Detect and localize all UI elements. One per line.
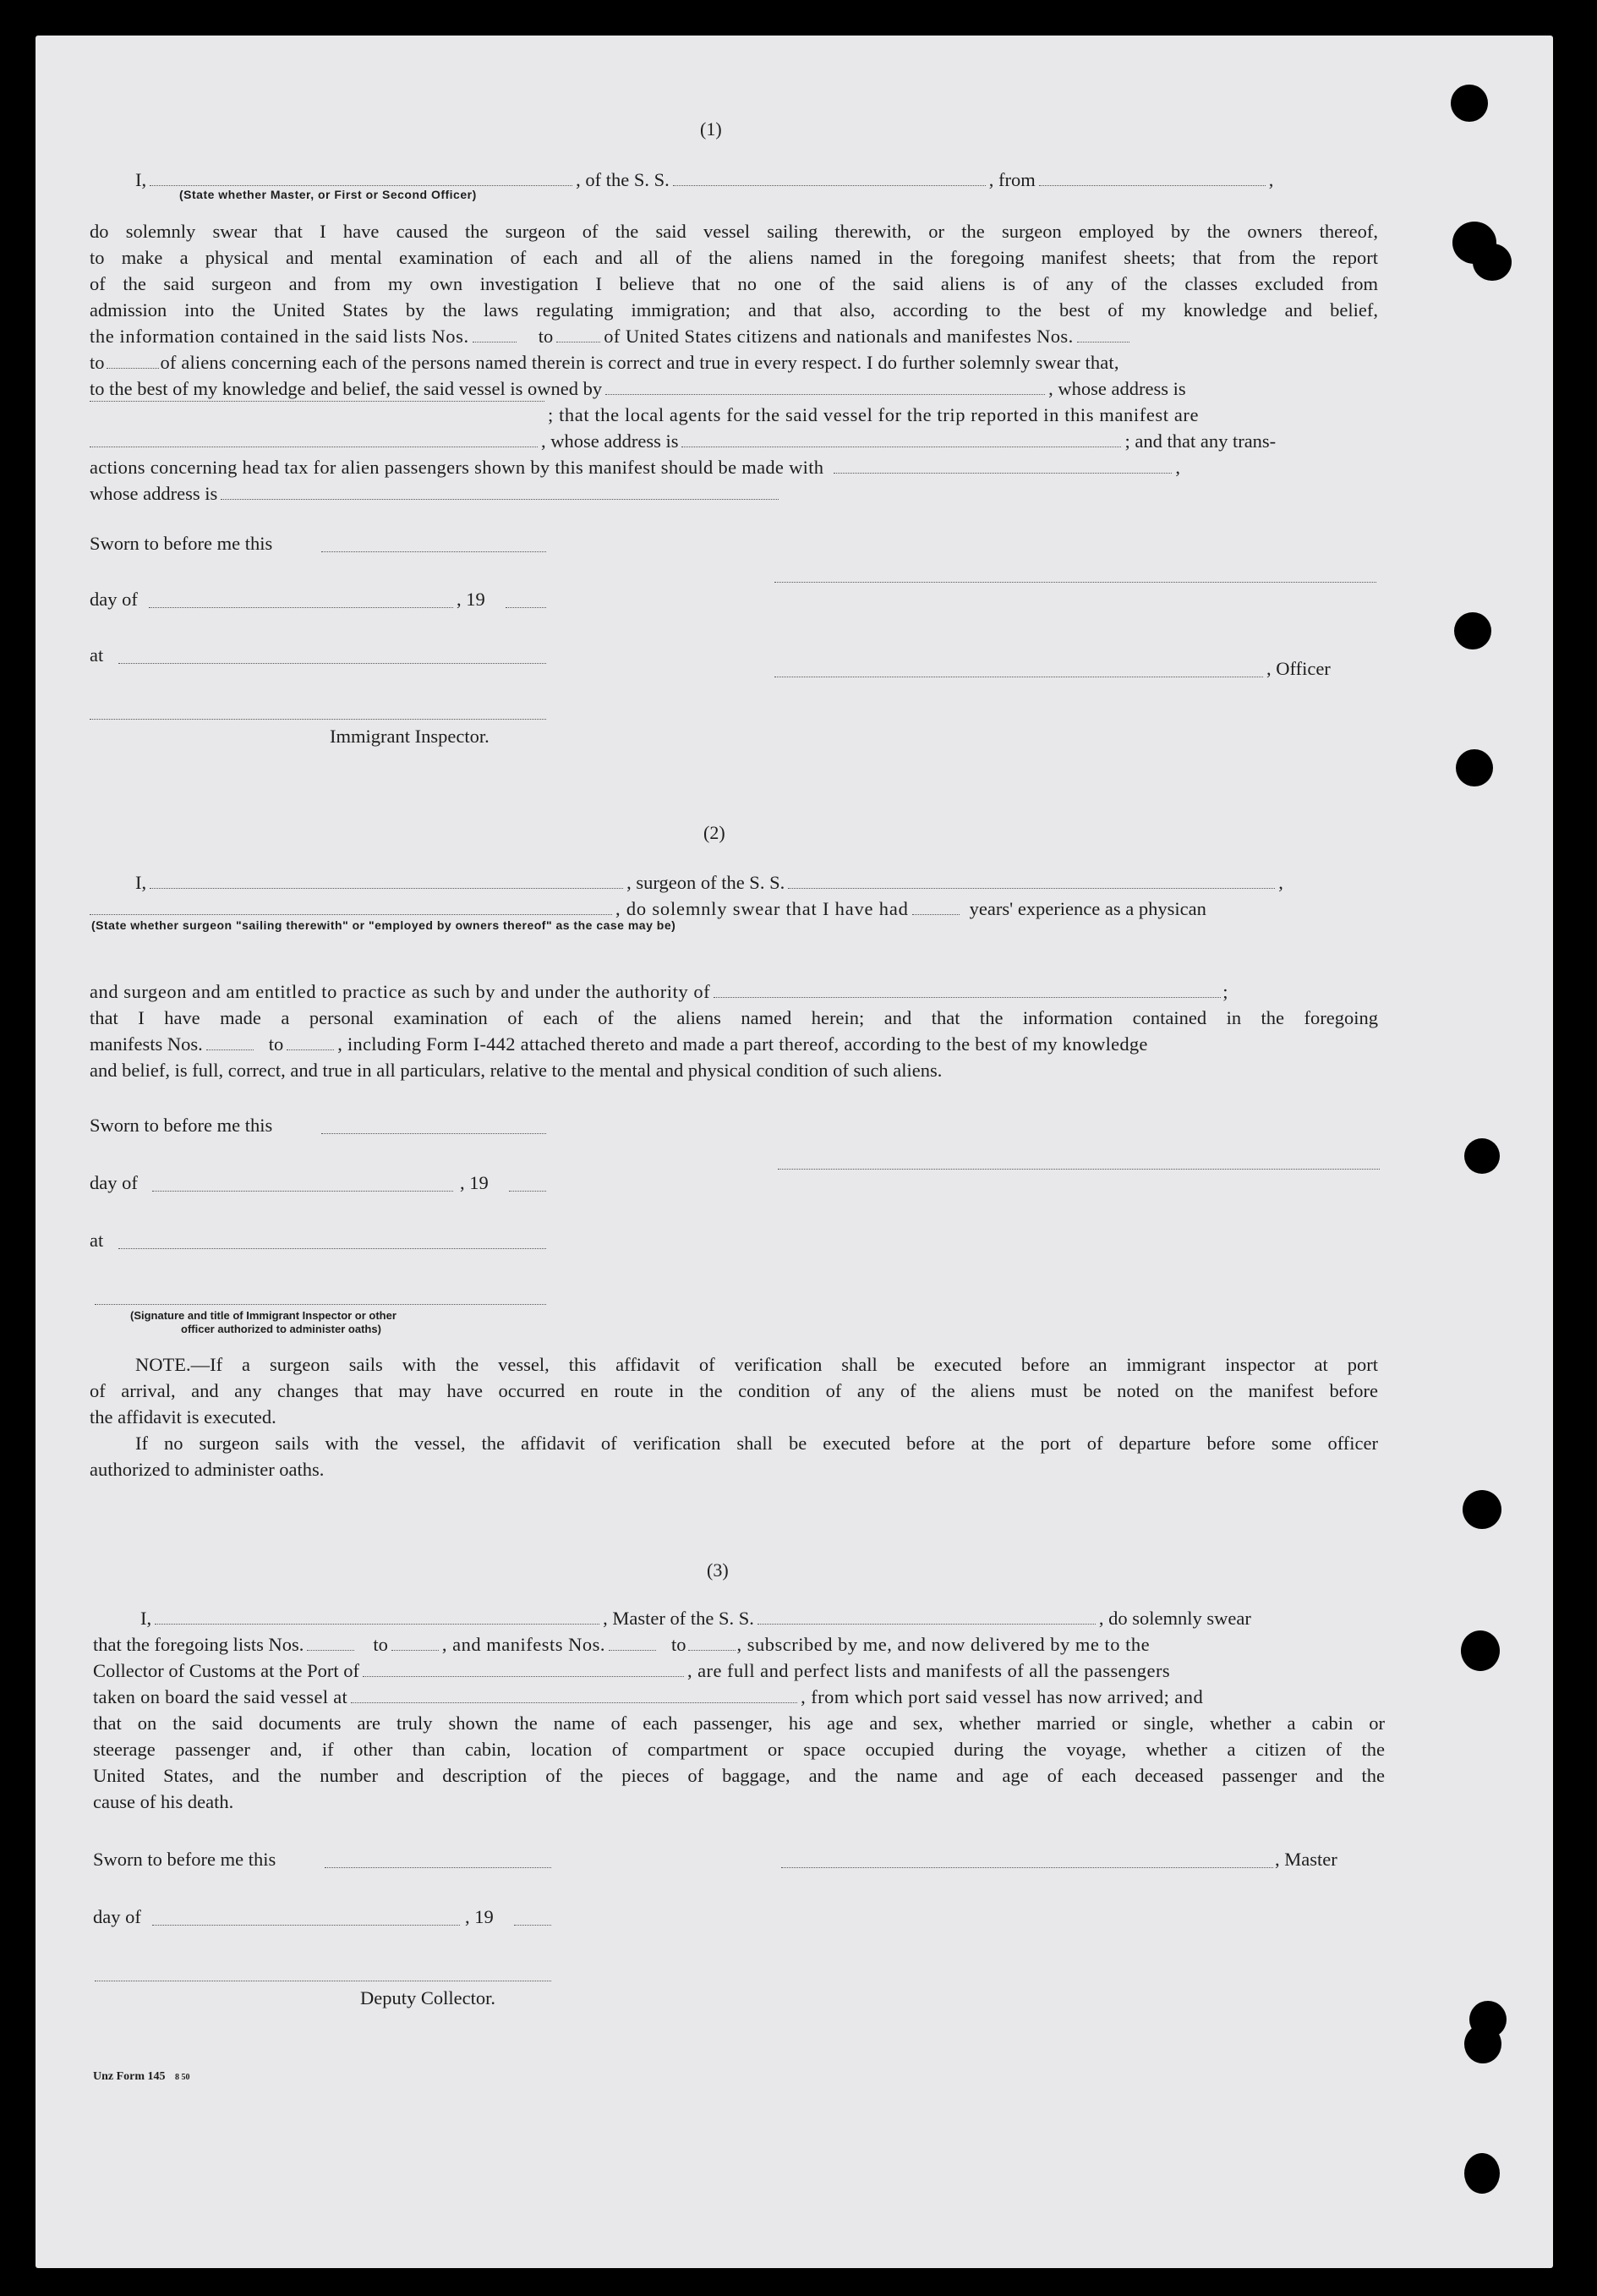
text: taken on board the said vessel at (93, 1686, 348, 1707)
blank-year[interactable] (506, 607, 546, 608)
s1-body-3: of the said surgeon and from my own investigation I believe that no one of the said aliens is of any of the classes excluded from (90, 273, 1378, 294)
blank-s2-sworn-date[interactable] (321, 1133, 546, 1134)
section-3-number: (3) (707, 1559, 729, 1581)
blank-s2-signature[interactable] (778, 1169, 1380, 1170)
punch-hole (1464, 2153, 1500, 2194)
blank-list-to[interactable] (556, 341, 600, 342)
blank-s3-list-from[interactable] (307, 1649, 354, 1651)
blank-officer[interactable] (150, 184, 572, 186)
punch-hole (1463, 1490, 1501, 1529)
form-number: Unz Form 145 (93, 2070, 166, 2083)
text: of aliens concerning each of the persons named therein is correct and true in every respect. I do further solemnly swear that, (160, 352, 1119, 373)
s3-master: , Master (1275, 1849, 1337, 1870)
blank-agents-address[interactable] (681, 446, 1121, 447)
text: , (1268, 169, 1274, 190)
blank-manifest-from[interactable] (1077, 341, 1129, 342)
blank-head-tax[interactable] (834, 472, 1172, 474)
text: to the best of my knowledge and belief, the said vessel is owned by (90, 378, 603, 399)
text: manifests Nos. (90, 1033, 203, 1055)
text: , and manifests Nos. (441, 1634, 605, 1655)
s1-line-10 (90, 428, 1276, 454)
blank-boarding-port[interactable] (351, 1701, 797, 1703)
text: , are full and perfect lists and manifests of all the passengers (686, 1660, 1171, 1681)
s3-sworn: Sworn to before me this (93, 1849, 276, 1870)
text: whose address is (90, 483, 218, 504)
section-1-number: (1) (700, 118, 722, 140)
text: I, (140, 1608, 152, 1629)
s1-sworn: Sworn to before me this (90, 533, 273, 554)
text: , do solemnly swear (1098, 1608, 1251, 1629)
blank-authority[interactable] (714, 996, 1221, 998)
text: I, (135, 872, 147, 893)
blank-vessel[interactable] (673, 184, 986, 186)
punch-hole (1464, 1138, 1500, 1174)
footer-form (93, 2070, 190, 2084)
s1-line-7 (90, 349, 1119, 375)
s3-line-2 (93, 1631, 1150, 1658)
text: and surgeon and am entitled to practice as such by and under the authority of (90, 981, 711, 1002)
s3-body-3: United States, and the number and description of the pieces of baggage, and the name and age of each deceased passenger and the (93, 1765, 1385, 1786)
punch-hole (1454, 612, 1491, 649)
blank-master-name[interactable] (155, 1623, 599, 1625)
punch-hole (1451, 85, 1488, 122)
text: to (373, 1634, 388, 1655)
blank-s3-sworn-date[interactable] (325, 1867, 551, 1868)
s3-deputy: Deputy Collector. (360, 1987, 495, 2008)
blank-s3-man-to[interactable] (688, 1649, 736, 1651)
text: actions concerning head tax for alien passengers shown by this manifest should be made with (90, 457, 824, 478)
s2-line-6: and belief, is full, correct, and true in all particulars, relative to the mental and physical condition of such aliens. (90, 1060, 943, 1081)
s2-line-4: that I have made a personal examination of each of the aliens named herein; and that the information contained in the foregoing (90, 1007, 1378, 1028)
blank-years[interactable] (912, 913, 960, 915)
text: Collector of Customs at the Port of (93, 1660, 359, 1681)
s1-sub-officer: (State whether Master, or First or Second Officer) (179, 188, 477, 201)
s2-line-3 (90, 978, 1228, 1005)
s2-dayof: day of (90, 1172, 138, 1193)
blank-signature[interactable] (774, 582, 1376, 583)
blank-surgeon-type[interactable] (90, 913, 612, 915)
blank-surgeon-name[interactable] (150, 887, 623, 889)
section-2-number: (2) (703, 822, 725, 843)
blank-day[interactable] (149, 607, 453, 608)
s1-body-2: to make a physical and mental examination of each and all of the aliens named in the foregoing manifest sheets; that from the report (90, 247, 1378, 268)
note-line-4: If no surgeon sails with the vessel, the affidavit of verification shall be executed before at the port of departure before some officer (135, 1433, 1378, 1454)
note-line-2: of arrival, and any changes that may have occurred en route in the condition of any of the aliens must be noted on the manifest before (90, 1380, 1378, 1401)
s3-line-4 (93, 1684, 1203, 1710)
s2-line-5 (90, 1031, 1148, 1057)
s3-line-1 (140, 1605, 1251, 1631)
blank-owner-address[interactable] (90, 401, 544, 402)
text: , (1175, 457, 1180, 478)
text: of United States citizens and nationals and manifestes Nos. (604, 326, 1074, 347)
s1-line-8 (90, 375, 1186, 402)
blank-s2-day[interactable] (152, 1191, 453, 1192)
s1-line-11 (90, 454, 1180, 480)
blank-sworn-date[interactable] (321, 551, 546, 552)
s3-dayof: day of (93, 1906, 141, 1927)
blank-s2-inspector-sig[interactable] (95, 1304, 546, 1305)
text: , whose address is (1048, 378, 1186, 399)
text: , including Form I-442 attached thereto and made a part thereof, according to the best of my knowledge (337, 1033, 1148, 1055)
text: to (538, 326, 554, 347)
text: , do solemnly swear that I have had (615, 898, 909, 919)
s3-line-3 (93, 1658, 1170, 1684)
form-page (36, 36, 1553, 2268)
s1-at: at (90, 644, 104, 666)
blank-at[interactable] (118, 663, 546, 664)
blank-manifest-to[interactable] (107, 367, 159, 369)
blank-list-from[interactable] (473, 341, 517, 342)
blank-master-signature[interactable] (781, 1867, 1273, 1868)
s1-line-9: ; that the local agents for the said vessel for the trip reported in this manifest are (548, 404, 1200, 425)
text: ; (1222, 981, 1228, 1002)
s2-year: , 19 (460, 1172, 489, 1193)
blank-owner[interactable] (605, 393, 1045, 395)
s3-body-1: that on the said documents are truly shown the name of each passenger, his age and sex, whether married or single, whether a cabin or (93, 1712, 1385, 1734)
blank-s3-vessel[interactable] (757, 1623, 1096, 1625)
s3-body-2: steerage passenger and, if other than cabin, location of compartment or space occupied during the voyage, whether a citizen of the (93, 1739, 1385, 1760)
text: years' experience as a physican (969, 898, 1206, 919)
s1-dayof: day of (90, 589, 138, 610)
text: , (1278, 872, 1283, 893)
text: , surgeon of the S. S. (626, 872, 785, 893)
s2-sworn: Sworn to before me this (90, 1115, 273, 1136)
punch-hole (1461, 1630, 1500, 1671)
text: , Master of the S. S. (603, 1608, 754, 1629)
blank-agents[interactable] (90, 446, 538, 447)
text: , of the S. S. (576, 169, 670, 190)
text: to (670, 1634, 686, 1655)
s1-line-6 (90, 323, 1133, 349)
text: ; and that any trans- (1124, 430, 1277, 452)
text: that the foregoing lists Nos. (93, 1634, 304, 1655)
s2-at: at (90, 1230, 104, 1251)
blank-s3-year[interactable] (514, 1925, 551, 1926)
blank-s2-at[interactable] (118, 1248, 546, 1249)
s1-year: , 19 (457, 589, 485, 610)
note-line-3: the affidavit is executed. (90, 1406, 276, 1427)
blank-s3-list-to[interactable] (391, 1649, 439, 1651)
s3-body-end: cause of his death. (93, 1791, 234, 1812)
s2-sig-label-2: officer authorized to administer oaths) (181, 1323, 381, 1335)
blank-s2-year[interactable] (509, 1191, 546, 1192)
note-line-1: NOTE.—If a surgeon sails with the vessel, this affidavit of verification shall be executed before an immigrant inspector at port (135, 1354, 1378, 1375)
blank-head-tax-address[interactable] (221, 498, 779, 500)
s1-officer: , Officer (1266, 658, 1331, 679)
form-date: 8 50 (175, 2073, 190, 2082)
text: the information contained in the said lists Nos. (90, 326, 469, 347)
punch-hole (1473, 244, 1512, 281)
blank-s3-man-from[interactable] (609, 1649, 656, 1651)
blank-s2-from[interactable] (206, 1049, 254, 1050)
s2-line-1 (135, 869, 1283, 896)
blank-s2-to[interactable] (287, 1049, 334, 1050)
s1-body-1: do solemnly swear that I have caused the surgeon of the said vessel sailing therewith, or the surgeon employed by the owners thereof, (90, 221, 1378, 242)
s2-sig-label-1: (Signature and title of Immigrant Inspector or other (130, 1309, 397, 1322)
text: , from (988, 169, 1036, 190)
blank-inspector-sig[interactable] (90, 719, 546, 720)
note-line-5: authorized to administer oaths. (90, 1459, 325, 1480)
blank-from[interactable] (1039, 184, 1266, 186)
punch-hole (1464, 2025, 1501, 2063)
blank-s3-day[interactable] (152, 1925, 460, 1926)
s3-year: , 19 (465, 1906, 494, 1927)
s1-inspector: Immigrant Inspector. (330, 726, 489, 747)
text: to (268, 1033, 284, 1055)
blank-s2-vessel[interactable] (788, 887, 1275, 889)
text: , whose address is (541, 430, 679, 452)
text: , from which port said vessel has now arrived; and (801, 1686, 1204, 1707)
s2-sub-surgeon: (State whether surgeon "sailing therewith" or "employed by owners thereof" as the case may be) (91, 918, 676, 932)
s1-line-12 (90, 480, 782, 507)
s1-body-4: admission into the United States by the laws regulating immigration; and that also, according to the best of my knowledge and belief, (90, 299, 1378, 321)
text: , subscribed by me, and now delivered by me to the (736, 1634, 1151, 1655)
punch-hole (1456, 749, 1493, 786)
text: to (90, 352, 105, 373)
text: I, (135, 169, 147, 190)
blank-port[interactable] (363, 1675, 684, 1677)
